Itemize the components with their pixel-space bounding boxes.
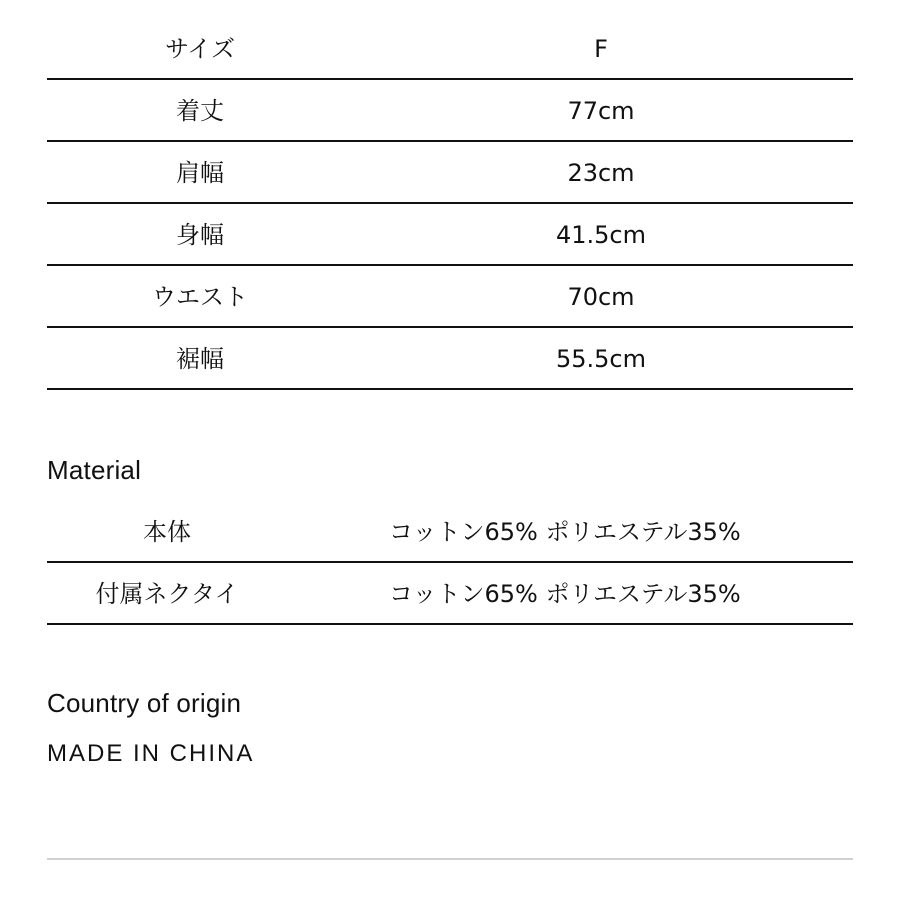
- necktie-material-label: 付属ネクタイ: [95, 580, 239, 608]
- material-table: [47, 501, 853, 625]
- shoulder-label: 肩幅: [176, 159, 224, 187]
- material-row-body: [47, 501, 853, 563]
- size-table: [47, 18, 853, 390]
- size-value: F: [594, 35, 608, 63]
- waist-label: ウエスト: [152, 283, 248, 311]
- body-material-label: 本体: [143, 518, 191, 546]
- size-row-size: [47, 18, 853, 80]
- size-row-shoulder: [47, 142, 853, 204]
- necktie-material-value: コットン65% ポリエステル35%: [389, 580, 741, 608]
- size-label: サイズ: [164, 35, 236, 63]
- waist-value: 70cm: [567, 283, 635, 311]
- material-row-necktie: [47, 563, 853, 625]
- length-label: 着丈: [176, 97, 224, 125]
- hem-label: 裾幅: [176, 345, 224, 373]
- origin-value: MADE IN CHINA: [47, 740, 255, 767]
- material-heading: Material: [47, 455, 142, 485]
- size-row-waist: [47, 266, 853, 328]
- chest-label: 身幅: [176, 221, 224, 249]
- size-row-hem: [47, 328, 853, 390]
- body-material-value: コットン65% ポリエステル35%: [389, 518, 741, 546]
- chest-value: 41.5cm: [555, 221, 646, 249]
- size-row-length: [47, 80, 853, 142]
- size-row-chest: [47, 204, 853, 266]
- bottom-divider: [47, 858, 853, 860]
- length-value: 77cm: [567, 97, 635, 125]
- origin-heading: Country of origin: [47, 688, 242, 718]
- shoulder-value: 23cm: [567, 159, 635, 187]
- hem-value: 55.5cm: [555, 345, 646, 373]
